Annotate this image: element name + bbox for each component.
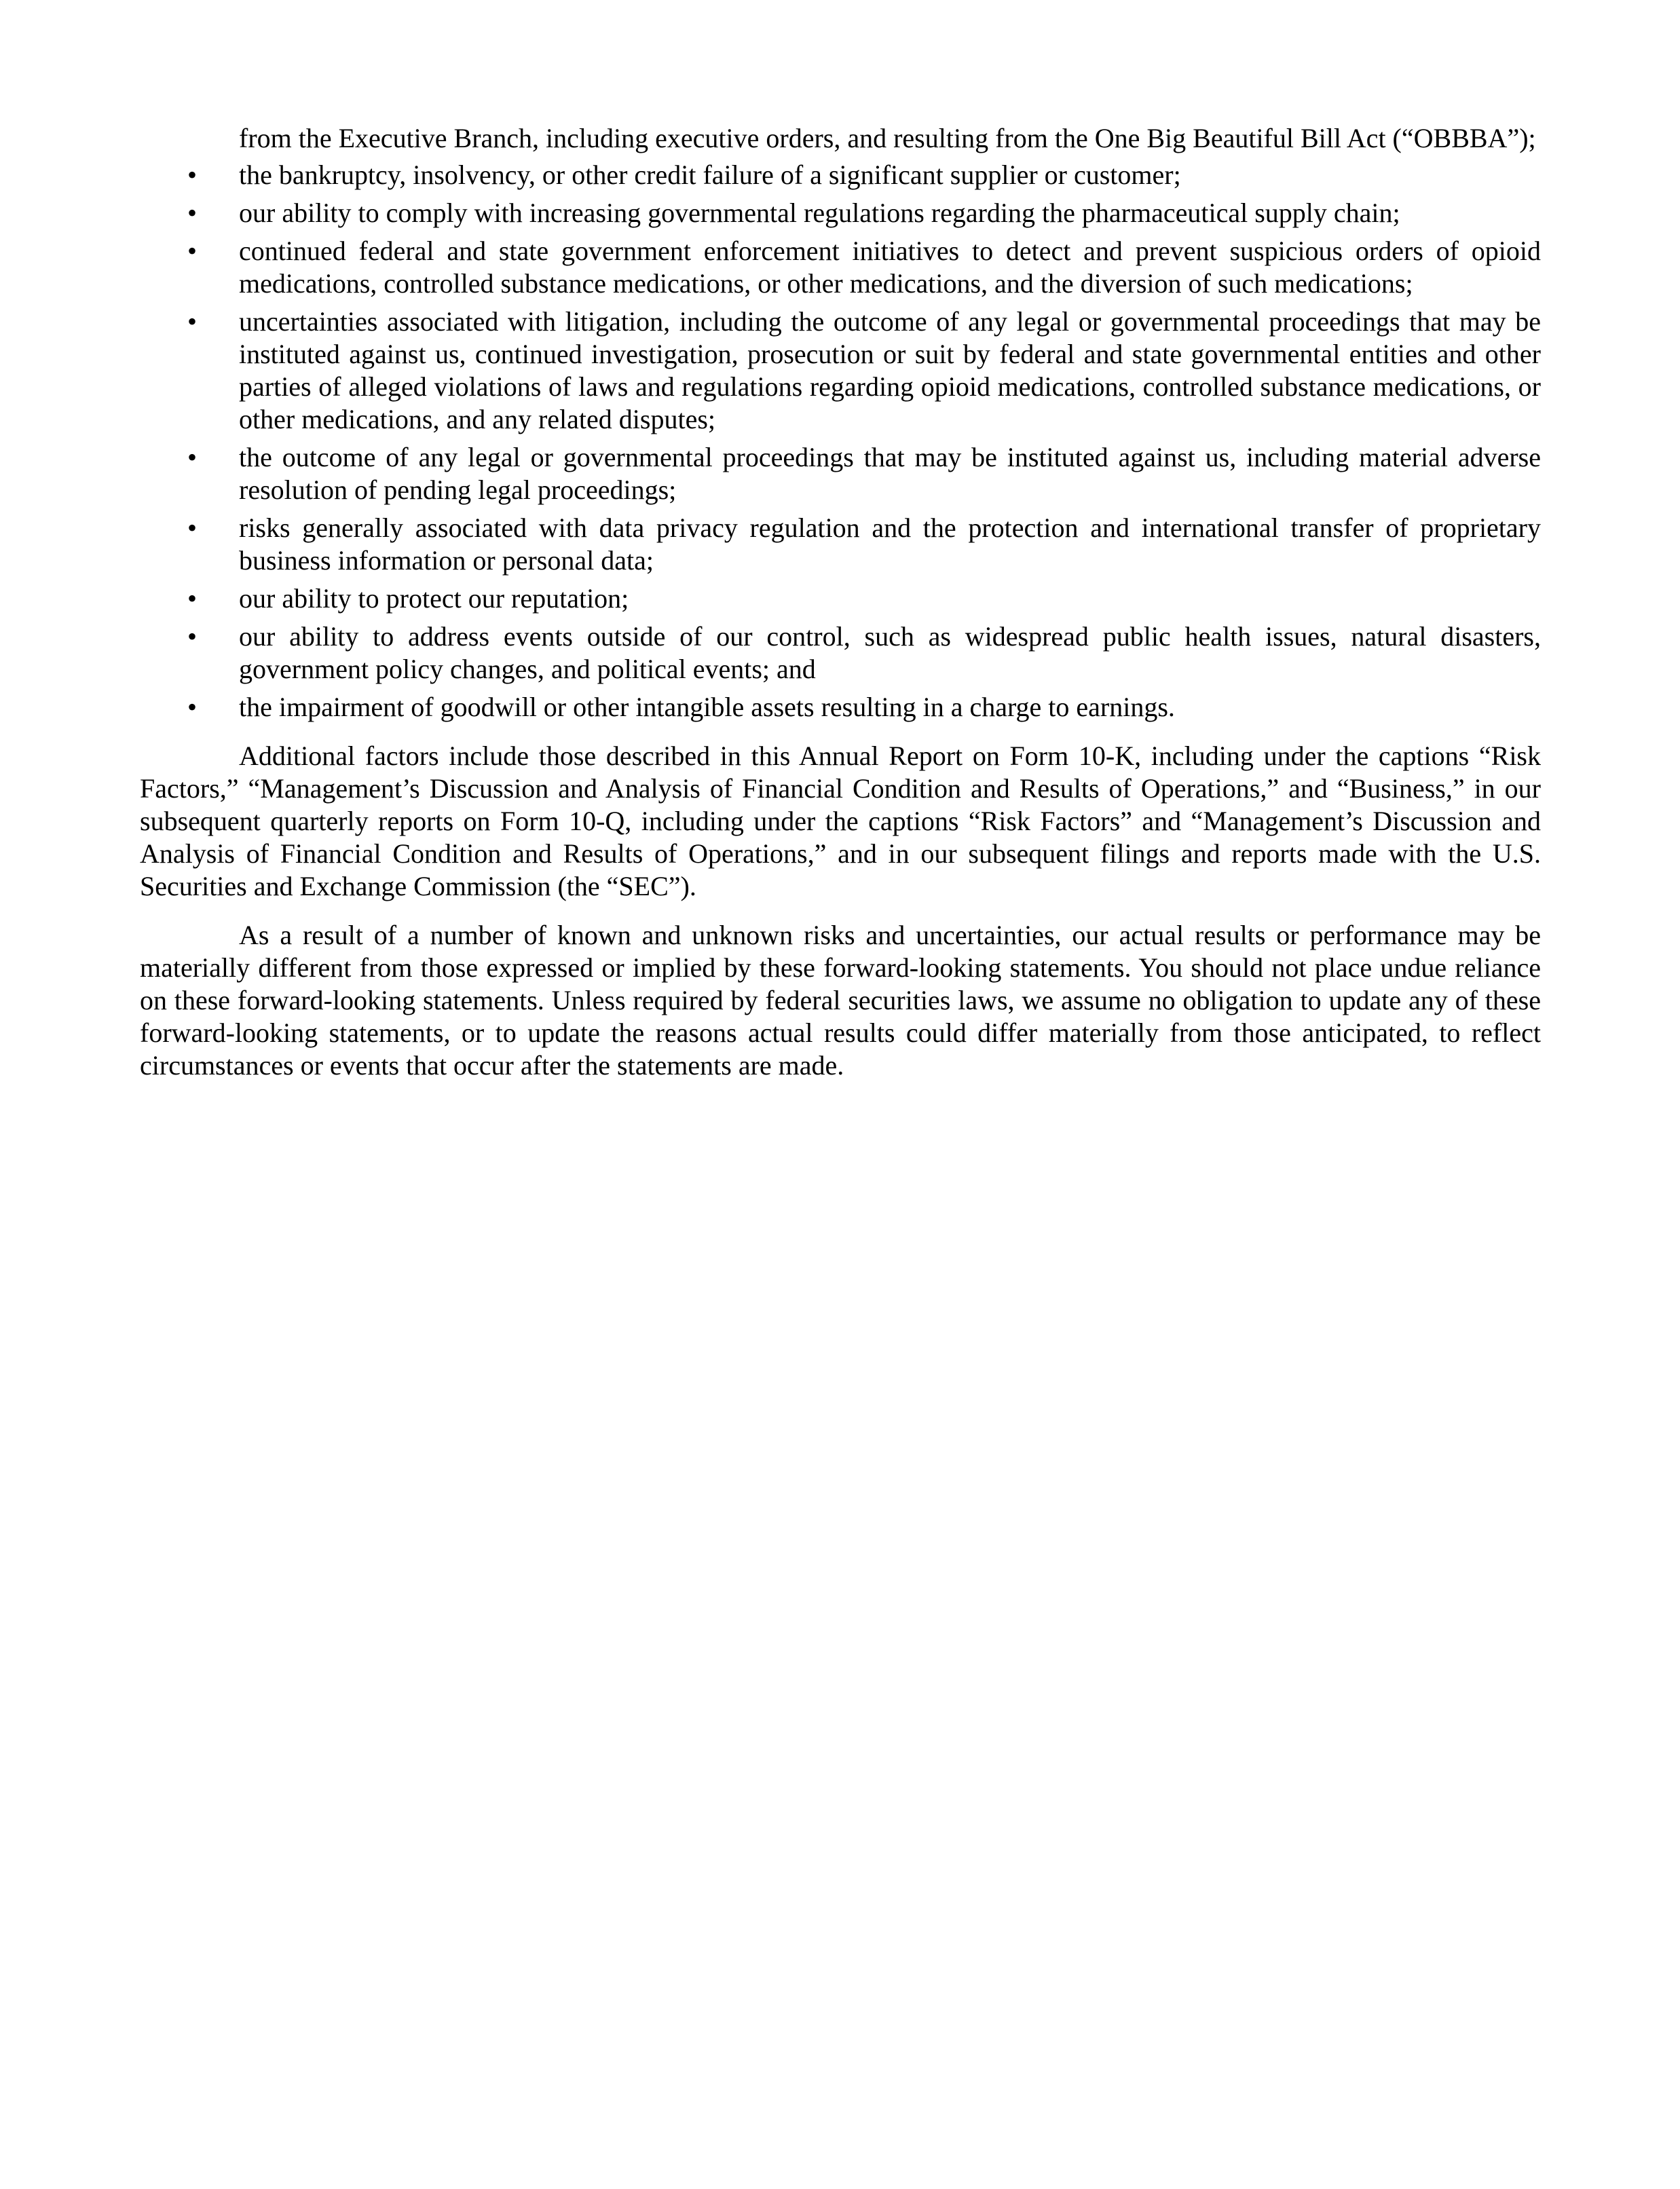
list-item [140,305,1541,436]
list-item [140,441,1541,506]
bullet-icon: • [187,583,198,614]
list-item-text: the impairment of goodwill or other intangible assets resulting in a charge to earnings. [239,692,1175,722]
bullet-icon: • [187,621,198,652]
bullet-icon: • [187,236,198,266]
list-item-text: our ability to address events outside of our control, such as widespread public health issues, natural disasters, government policy changes, and political events; and [239,621,1541,684]
continuation-text: from the Executive Branch, including executive orders, and resulting from the One Big Beautiful Bill Act (“OBBBA”); [239,123,1536,153]
list-item-text: our ability to comply with increasing governmental regulations regarding the pharmaceutical supply chain; [239,198,1400,228]
list-item [140,197,1541,229]
bullet-icon: • [187,512,198,543]
list-item [140,512,1541,577]
bullet-icon: • [187,198,198,228]
bullet-icon: • [187,692,198,722]
risk-factor-list [140,159,1541,724]
list-item-text: the bankruptcy, insolvency, or other credit failure of a significant supplier or customer; [239,160,1181,190]
additional-factors-paragraph: Additional factors include those described in this Annual Report on Form 10-K, including under the captions “Risk Factors,” “Management’s Discussion and Analysis of Financial Condition and Results of Operations,” and “Business,” in our subsequent quarterly reports on Form 10-Q, including under the captions “Risk Factors” and “Management’s Discussion and Analysis of Financial Condition and Results of Operations,” and in our subsequent filings and reports made with the U.S. Securities and Exchange Commission (the “SEC”). [140,741,1541,901]
list-item [140,159,1541,191]
forward-looking-disclaimer-paragraph: As a result of a number of known and unknown risks and uncertainties, our actual results or performance may be materially different from those expressed or implied by these forward-looking statements. You should not place undue reliance on these forward-looking statements. Unless required by federal securities laws, we assume no obligation to update any of these forward-looking statements, or to update the reasons actual results could differ materially from those anticipated, to reflect circumstances or events that occur after the statements are made. [140,920,1541,1081]
bullet-icon: • [187,306,198,337]
list-item [140,582,1541,615]
list-item-text: the outcome of any legal or governmental proceedings that may be instituted against us, including material adverse resolution of pending legal proceedings; [239,442,1541,505]
document-body [140,122,1541,1082]
list-item [140,691,1541,724]
list-item-text: uncertainties associated with litigation, including the outcome of any legal or governmental proceedings that may be instituted against us, continued investigation, prosecution or suit by federal and state governmental entities and other parties of alleged violations of laws and regulations regarding opioid medications, controlled substance medications, or other medications, and any related disputes; [239,306,1541,434]
list-item-text: risks generally associated with data privacy regulation and the protection and international transfer of proprietary business information or personal data; [239,512,1541,576]
list-item [140,620,1541,686]
bullet-icon: • [187,442,198,472]
bullet-icon: • [187,160,198,190]
list-item-text: our ability to protect our reputation; [239,583,629,614]
list-item-text: continued federal and state government enforcement initiatives to detect and prevent suspicious orders of opioid medications, controlled substance medications, or other medications, and the diversion of such medications; [239,236,1541,299]
list-item [140,235,1541,300]
